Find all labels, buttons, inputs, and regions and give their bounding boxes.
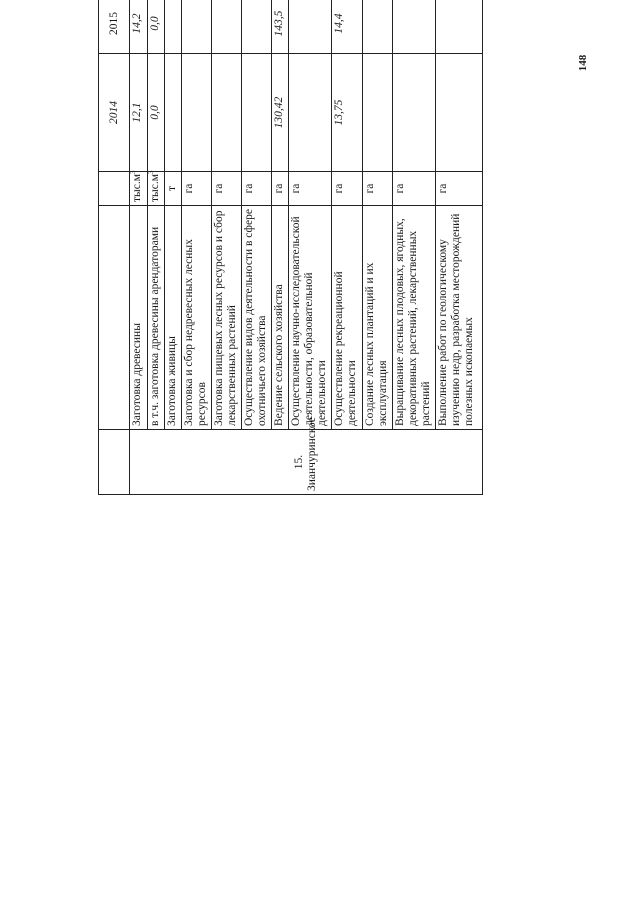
row-label: в т.ч. заготовка древесины арендаторами [148, 206, 165, 430]
value-cell [182, 0, 212, 54]
row-unit [436, 172, 483, 206]
value-cell [289, 0, 332, 54]
header-row [99, 0, 130, 495]
row-label: Выполнение работ по геологическому изучению недр, разработка месторождений полезных ископаемых [436, 206, 483, 430]
unit-text: га [273, 183, 285, 194]
value-cell [242, 54, 272, 172]
value-cell [242, 0, 272, 54]
row-label: Выращивание лесных плодовых, ягодных, декоративных растений, лекарственных растений [393, 206, 436, 430]
row-unit [272, 172, 289, 206]
value-cell: 14,2 [130, 0, 148, 54]
row-unit [393, 172, 436, 206]
row-unit [182, 172, 212, 206]
year-header-2014: 2014 [99, 54, 130, 172]
unit-superscript: 3 [129, 170, 138, 174]
unit-text: т [166, 185, 178, 192]
value-cell: 12,1 [130, 54, 148, 172]
row-unit [212, 172, 242, 206]
value-cell: 0,0 [148, 0, 165, 54]
value-cell: 13,75 [332, 54, 363, 172]
value-cell: 14,4 [332, 0, 363, 54]
header-blank-cell [99, 206, 130, 430]
forest-use-table [98, 0, 483, 495]
rotated-table-area [98, 10, 561, 848]
table-row [332, 0, 363, 495]
value-cell: 0,0 [148, 54, 165, 172]
value-cell [165, 54, 182, 172]
value-cell: 130,42 [272, 54, 289, 172]
value-cell [212, 54, 242, 172]
row-unit [289, 172, 332, 206]
table-canvas [98, 0, 561, 495]
row-label: Заготовка пищевых лесных ресурсов и сбор лекарственных растений [212, 206, 242, 430]
unit-text: га [437, 183, 449, 194]
table-row [212, 0, 242, 495]
row-label: Осуществление видов деятельности в сфере охотничьего хозяйства [242, 206, 272, 430]
table-row [182, 0, 212, 495]
unit-text: га [213, 183, 225, 194]
unit-text: га [364, 183, 376, 194]
unit-text: тыс.м [149, 173, 161, 202]
table-row [436, 0, 483, 495]
table-row [393, 0, 436, 495]
table-row [272, 0, 289, 495]
table-row [130, 0, 148, 495]
value-cell [393, 54, 436, 172]
value-cell [212, 0, 242, 54]
row-unit [332, 172, 363, 206]
page-number: 148 [577, 54, 589, 72]
year-header-2015: 2015 [99, 0, 130, 54]
row-label: Заготовка и сбор недревесных лесных ресурсов [182, 206, 212, 430]
row-unit [148, 172, 165, 206]
row-unit [165, 172, 182, 206]
unit-text: га [183, 183, 195, 194]
unit-text: га [290, 183, 302, 194]
value-cell [363, 0, 393, 54]
unit-text: га [243, 183, 255, 194]
header-blank-cell [99, 172, 130, 206]
row-unit [130, 172, 148, 206]
row-label: Осуществление научно-исследовательской деятельности, образовательной деятельности [289, 206, 332, 430]
value-cell [289, 54, 332, 172]
value-cell [436, 0, 483, 54]
section-name: Зианчуринское [306, 417, 318, 491]
row-label: Осуществление рекреационной деятельности [332, 206, 363, 430]
row-label: Создание лесных плантаций и их эксплуатация [363, 206, 393, 430]
table-body [99, 0, 483, 495]
row-label: Ведение сельского хозяйства [272, 206, 289, 430]
value-cell [165, 0, 182, 54]
row-label: Заготовка живицы [165, 206, 182, 430]
table-row [165, 0, 182, 495]
table-row [148, 0, 165, 495]
value-cell: 143,5 [272, 0, 289, 54]
table-row [242, 0, 272, 495]
section-number: 15. [293, 454, 305, 470]
value-cell [363, 54, 393, 172]
unit-superscript: 3 [147, 170, 156, 174]
value-cell [436, 54, 483, 172]
value-cell [182, 54, 212, 172]
unit-text: тыс.м [131, 173, 143, 202]
unit-text: га [394, 183, 406, 194]
table-row [363, 0, 393, 495]
row-unit [363, 172, 393, 206]
header-blank-cell [99, 430, 130, 495]
section-cell [130, 417, 483, 495]
row-unit [242, 172, 272, 206]
value-cell [393, 0, 436, 54]
unit-text: га [333, 183, 345, 194]
table-row [289, 0, 332, 495]
row-label: Заготовка древесины [130, 206, 148, 430]
